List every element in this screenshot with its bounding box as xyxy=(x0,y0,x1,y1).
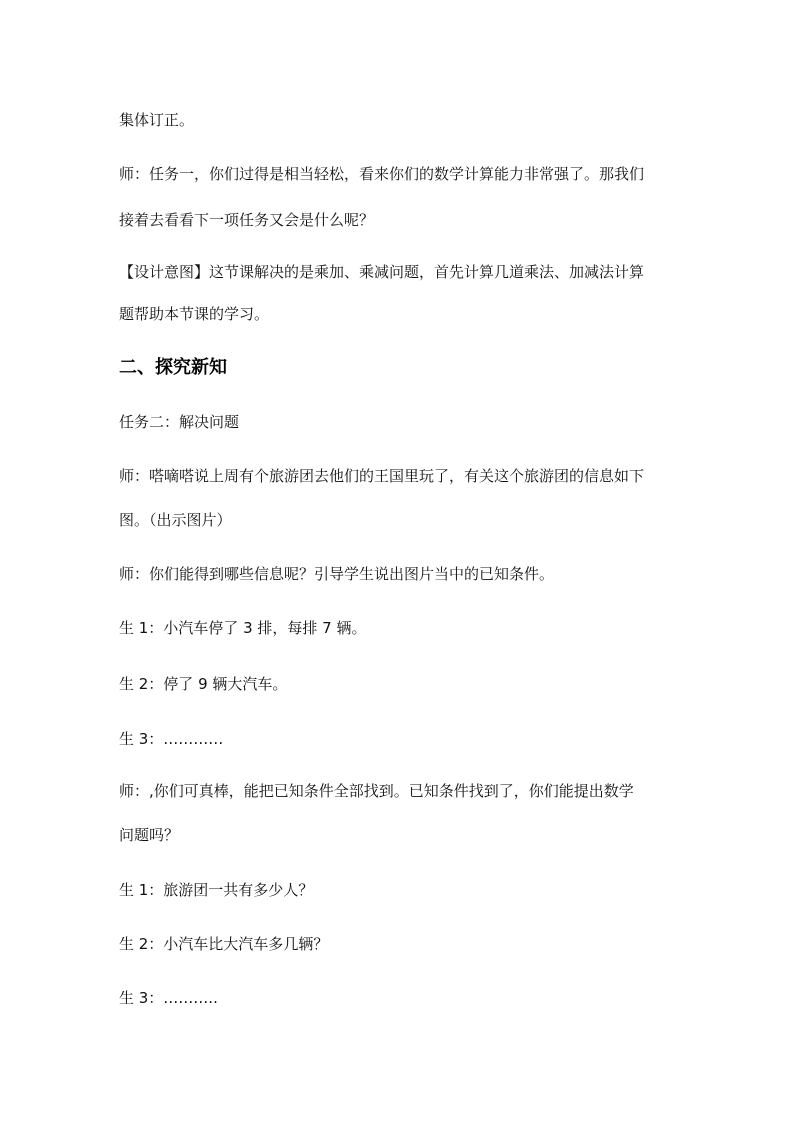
paragraph-line: 图。（出示图片） xyxy=(119,511,232,529)
student-answer-line: 生 2：停了 9 辆大汽车。 xyxy=(119,675,288,693)
paragraph-line: 问题吗？ xyxy=(119,826,180,844)
paragraph-line: 集体订正。 xyxy=(119,111,195,129)
student-answer-line: 生 3：……….. xyxy=(119,989,218,1007)
student-answer-line: 生 2：小汽车比大汽车多几辆？ xyxy=(119,935,329,953)
paragraph-line: 接着去看看下一项任务又会是什么呢？ xyxy=(119,211,375,229)
design-intent-line: 【设计意图】这节课解决的是乘加、乘减问题，首先计算几道乘法、加减法计算 xyxy=(119,263,645,281)
paragraph-line: 师：,你们可真棒，能把已知条件全部找到。已知条件找到了，你们能提出数学 xyxy=(119,782,634,800)
paragraph-line: 师：你们能得到哪些信息呢？引导学生说出图片当中的已知条件。 xyxy=(119,565,555,583)
section-heading: 二、探究新知 xyxy=(119,357,227,378)
student-answer-line: 生 3：………… xyxy=(119,730,224,748)
task-title: 任务二：解决问题 xyxy=(119,413,240,431)
paragraph-line: 师：任务一，你们过得是相当轻松，看来你们的数学计算能力非常强了。那我们 xyxy=(119,165,645,183)
design-intent-line: 题帮助本节课的学习。 xyxy=(119,305,270,323)
paragraph-line: 师：嗒嘀嗒说上周有个旅游团去他们的王国里玩了，有关这个旅游团的信息如下 xyxy=(119,467,645,485)
student-answer-line: 生 1：小汽车停了 3 排，每排 7 辆。 xyxy=(119,619,367,637)
student-answer-line: 生 1：旅游团一共有多少人？ xyxy=(119,881,314,899)
